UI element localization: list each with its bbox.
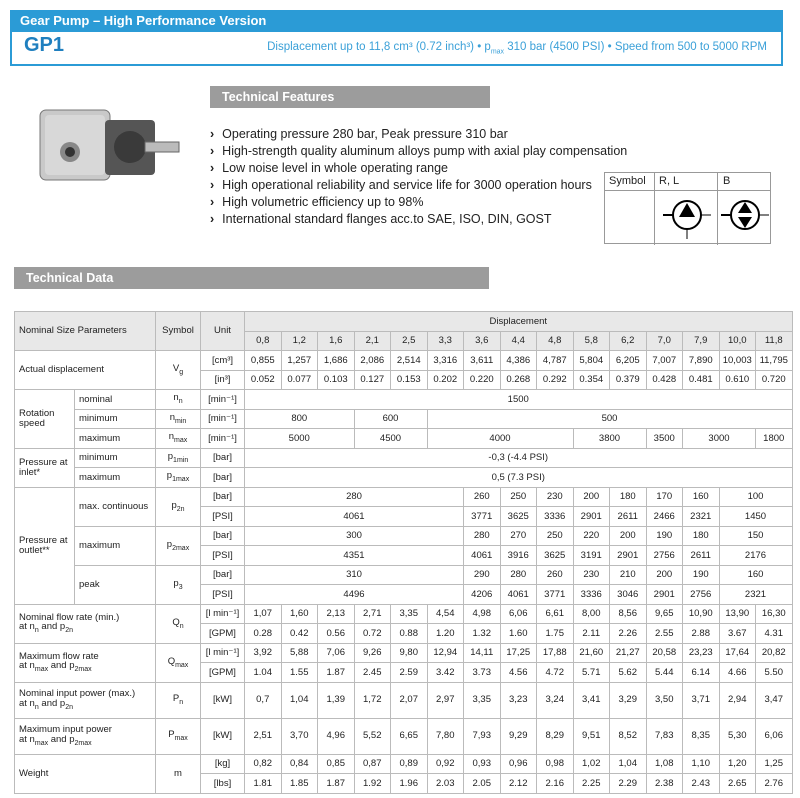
value-cell: 3,92 (245, 643, 282, 663)
bidirectional-pump-icon (721, 193, 769, 241)
table-row: minimum $n_{min}$ [min⁻¹] 800 600 500 (15, 409, 793, 429)
value-cell: 1.04 (245, 663, 282, 683)
value-cell: 10,003 (719, 351, 756, 371)
features-title: Technical Features (210, 86, 490, 108)
value-cell: 0,84 (281, 754, 318, 774)
value-cell: 0,855 (245, 351, 282, 371)
value-cell: 0.88 (391, 624, 428, 644)
value-cell: 2.12 (500, 774, 537, 794)
value-cell: 17,88 (537, 643, 574, 663)
value-cell: 3,35 (464, 682, 501, 718)
feature-item: › High operational reliability and service life for 3000 operation hours (210, 177, 627, 194)
value-cell: 1.81 (245, 774, 282, 794)
table-row: Actual displacement $V_g$ [cm³] 0,855 1,257 1,686 2,086 2,514 3,316 3,611 4,386 4,787 5,804 6,205 7,007 7,890 10,003 11,795 (15, 351, 793, 371)
value-cell: 2.45 (354, 663, 391, 683)
size-header: 10,0 (719, 331, 756, 351)
value-cell: 5.71 (573, 663, 610, 683)
value-cell: 2.16 (537, 774, 574, 794)
table-row: [GPM] 0.28 0.42 0.56 0.72 0.88 1.20 1.32 1.60 1.75 2.11 2.26 2.55 2.88 3.67 4.31 (15, 624, 793, 644)
product-title: Gear Pump – High Performance Version (20, 13, 267, 28)
value-cell: 0.72 (354, 624, 391, 644)
table-row: maximum $p_{2max}$ [bar] 300 280 270 250 220 200 190 180 150 (15, 526, 793, 546)
value-cell: 9,51 (573, 718, 610, 754)
technical-data-table: Nominal Size Parameters Symbol Unit Displacement 0,8 1,2 1,6 2,1 2,5 3,3 3,6 4,4 4,8 5,8 6,2 7,0 7,9 10,0 11,8 Actual displacement $V_g$ [cm³] 0,855 1,257 1,686 2,086 2,514 3,316 3,611 4,386 4,787 5,804 6,205 7,007 7,890 10,003 11,795 [in³] 0.052 0.077 0.103 0.127 0.153 0.202 0.220 0.268 0.292 0.354 0.379 0.428 0.481 0.610 0.720 Rotation speed nominal $n_n$ [min⁻¹] 1500 minimum $n_{min}$ [min⁻¹] 800 600 500 maximum $n_{max}$ [min⁻¹] 5000 4500 4000 3800 3500 3000 1800 Pressure at inlet* minimum $p_{1min}$ [bar] -0,3 (-4.4 PSI) maximum $p_{1max}$ [bar] 0,5 (7.3 PSI) Pressure at outlet** max. continuous $p_{2n}$ [bar] 280 260 250 230 200 180 170 160 100 [PSI] 4061 3771 3625 3336 2901 2611 2466 2321 1450 maximum $p_{2max}$ [bar] 300 280 270 250 220 200 190 180 150 [PSI] 4351 4061 3916 3625 3191 2901 2756 2611 2176 peak $p_3$ [bar] 310 290 280 260 230 210 200 190 160 [PSI] 4496 4206 4061 3771 3336 3046 2901 2756 2321 Nominal flow rate (min.) at $n_n$ and $p_{2n}$ $Q_n$ [l min⁻¹] 1,07 1,60 2,13 2,71 3,35 4,54 4,98 6,06 6,61 8,00 8,56 9,65 10,90 13,90 16,30 [GPM] 0.28 0.42 0.56 0.72 0.88 1.20 1.32 1.60 1.75 2.11 2.26 2.55 2.88 3.67 4.31 Maximum flow rate at $n_{max}$ and $p_{2max}$ $Q_{max}$ [l min⁻¹] 3,92 5,88 7,06 9,26 9,80 12,94 14,11 17,25 17,88 21,60 21,27 20,58 23,23 17,64 20,82 [GPM] 1.04 1.55 1.87 2.45 2.59 3.42 3.73 4.56 4.72 5.71 5.62 5.44 6.14 4.66 5.50 Nominal input power (max.) at $n_n$ and $p_{2n}$ $P_n$ [kW] 0,7 1,04 1,39 1,72 2,07 2,97 3,35 3,23 3,24 3,41 3,29 3,50 3,71 2,94 3,47 Maximum input power at $n_{max}$ and $p_{2max}$ $P_{max}$ [kW] 2,51 3,70 4,96 5,52 6,65 7,80 7,93 9,29 8,29 9,51 8,52 7,83 8,35 5,30 6,06 Weight m [kg] 0,82 0,84 0,85 0,87 0,89 0,92 0,93 0,96 0,98 1,02 1,04 1,08 1,10 1,20 1,25 [lbs] 1.81 1.85 1.87 1.92 1.96 2.03 2.05 2.12 2.16 2.25 2.29 2.38 2.43 2.65 2.76 (14, 311, 793, 794)
value-cell: 1,08 (646, 754, 683, 774)
table-row: [PSI] 4061 3771 3625 3336 2901 2611 2466 2321 1450 (15, 507, 793, 527)
table-row: [PSI] 4496 4206 4061 3771 3336 3046 2901 2756 2321 (15, 585, 793, 605)
value-cell: 1,39 (318, 682, 355, 718)
value-cell: 3,29 (610, 682, 647, 718)
value-cell: 2,97 (427, 682, 464, 718)
value-cell: 1,60 (281, 604, 318, 624)
value-cell: 1,686 (318, 351, 355, 371)
model-name: GP1 (24, 34, 65, 56)
value-cell: 0.052 (245, 370, 282, 390)
size-header: 2,1 (354, 331, 391, 351)
value-cell: 9,65 (646, 604, 683, 624)
value-cell: 0.220 (464, 370, 501, 390)
value-cell: 2,07 (391, 682, 428, 718)
value-cell: 0.28 (245, 624, 282, 644)
value-cell: 10,90 (683, 604, 720, 624)
size-header: 2,5 (391, 331, 428, 351)
value-cell: 1,04 (281, 682, 318, 718)
value-cell: 6,205 (610, 351, 647, 371)
value-cell: 8,52 (610, 718, 647, 754)
model-bar (10, 32, 783, 66)
symbol-header: Symbol (609, 175, 646, 187)
value-cell: 4,54 (427, 604, 464, 624)
unidirectional-pump-icon (659, 193, 715, 241)
feature-item: › High volumetric efficiency up to 98% (210, 194, 627, 211)
value-cell: 21,27 (610, 643, 647, 663)
value-cell: 1,04 (610, 754, 647, 774)
value-cell: 8,00 (573, 604, 610, 624)
value-cell: 2.59 (391, 663, 428, 683)
value-cell: 5,88 (281, 643, 318, 663)
value-cell: 3,316 (427, 351, 464, 371)
value-cell: 0.202 (427, 370, 464, 390)
value-cell: 0,89 (391, 754, 428, 774)
table-row: maximum $n_{max}$ [min⁻¹] 5000 4500 4000 3800 3500 3000 1800 (15, 429, 793, 449)
table-row: [in³] 0.052 0.077 0.103 0.127 0.153 0.202 0.220 0.268 0.292 0.354 0.379 0.428 0.481 0.610 0.720 (15, 370, 793, 390)
table-row: [GPM] 1.04 1.55 1.87 2.45 2.59 3.42 3.73 4.56 4.72 5.71 5.62 5.44 6.14 4.66 5.50 (15, 663, 793, 683)
technical-data-title: Technical Data (14, 267, 489, 289)
value-cell: 2.43 (683, 774, 720, 794)
symbol-rl-label: R, L (659, 175, 680, 187)
value-cell: 4,787 (537, 351, 574, 371)
value-cell: 0.268 (500, 370, 537, 390)
size-header: 0,8 (245, 331, 282, 351)
value-cell: 0.42 (281, 624, 318, 644)
value-cell: 2.88 (683, 624, 720, 644)
value-cell: 0.153 (391, 370, 428, 390)
value-cell: 0.354 (573, 370, 610, 390)
table-row: Maximum flow rate at $n_{max}$ and $p_{2max}$ $Q_{max}$ [l min⁻¹] 3,92 5,88 7,06 9,26 9,80 12,94 14,11 17,25 17,88 21,60 21,27 20,58 23,23 17,64 20,82 (15, 643, 793, 663)
value-cell: 5,52 (354, 718, 391, 754)
value-cell: 0.610 (719, 370, 756, 390)
symbol-b-label: B (723, 175, 731, 187)
value-cell: 5.44 (646, 663, 683, 683)
value-cell: 5.62 (610, 663, 647, 683)
value-cell: 2,13 (318, 604, 355, 624)
value-cell: 1.20 (427, 624, 464, 644)
value-cell: 4,98 (464, 604, 501, 624)
size-header: 11,8 (756, 331, 793, 351)
value-cell: 4.56 (500, 663, 537, 683)
value-cell: 0,87 (354, 754, 391, 774)
value-cell: 8,35 (683, 718, 720, 754)
value-cell: 2,514 (391, 351, 428, 371)
value-cell: 0,98 (537, 754, 574, 774)
value-cell: 1.75 (537, 624, 574, 644)
value-cell: 7,83 (646, 718, 683, 754)
gear-pump-photo (35, 100, 185, 190)
size-header: 7,9 (683, 331, 720, 351)
value-cell: 0,7 (245, 682, 282, 718)
value-cell: 2.11 (573, 624, 610, 644)
value-cell: 2,94 (719, 682, 756, 718)
value-cell: 3.67 (719, 624, 756, 644)
size-header: 3,6 (464, 331, 501, 351)
value-cell: 3,70 (281, 718, 318, 754)
value-cell: 2.29 (610, 774, 647, 794)
table-row: Rotation speed nominal $n_n$ [min⁻¹] 1500 (15, 390, 793, 410)
value-cell: 1,72 (354, 682, 391, 718)
value-cell: 0,96 (500, 754, 537, 774)
value-cell: 1,10 (683, 754, 720, 774)
table-row: [PSI] 4351 4061 3916 3625 3191 2901 2756 2611 2176 (15, 546, 793, 566)
value-cell: 1.55 (281, 663, 318, 683)
value-cell: 9,26 (354, 643, 391, 663)
value-cell: 2,71 (354, 604, 391, 624)
value-cell: 23,23 (683, 643, 720, 663)
size-header: 4,8 (537, 331, 574, 351)
value-cell: 2.03 (427, 774, 464, 794)
value-cell: 5,30 (719, 718, 756, 754)
table-row: Maximum input power at $n_{max}$ and $p_{2max}$ $P_{max}$ [kW] 2,51 3,70 4,96 5,52 6,65 7,80 7,93 9,29 8,29 9,51 8,52 7,83 8,35 5,30 6,06 (15, 718, 793, 754)
value-cell: 6,61 (537, 604, 574, 624)
value-cell: 2,086 (354, 351, 391, 371)
value-cell: 1.96 (391, 774, 428, 794)
feature-item: › Low noise level in whole operating range (210, 160, 627, 177)
value-cell: 7,007 (646, 351, 683, 371)
table-row: Pressure at outlet** max. continuous $p_{2n}$ [bar] 280 260 250 230 200 180 170 160 100 (15, 487, 793, 507)
table-row: maximum $p_{1max}$ [bar] 0,5 (7.3 PSI) (15, 468, 793, 488)
value-cell: 3,47 (756, 682, 793, 718)
value-cell: 1,25 (756, 754, 793, 774)
value-cell: 0.292 (537, 370, 574, 390)
value-cell: 4,386 (500, 351, 537, 371)
size-header: 1,2 (281, 331, 318, 351)
hydraulic-symbol-box (604, 172, 771, 244)
value-cell: 5,804 (573, 351, 610, 371)
value-cell: 3,50 (646, 682, 683, 718)
value-cell: 6,65 (391, 718, 428, 754)
value-cell: 3,23 (500, 682, 537, 718)
value-cell: 1,20 (719, 754, 756, 774)
value-cell: 9,80 (391, 643, 428, 663)
value-cell: 1.92 (354, 774, 391, 794)
value-cell: 6,06 (756, 718, 793, 754)
value-cell: 20,58 (646, 643, 683, 663)
size-header: 5,8 (573, 331, 610, 351)
value-cell: 3,41 (573, 682, 610, 718)
table-row: Nominal input power (max.) at $n_n$ and $p_{2n}$ $P_n$ [kW] 0,7 1,04 1,39 1,72 2,07 2,97 3,35 3,23 3,24 3,41 3,29 3,50 3,71 2,94 3,47 (15, 682, 793, 718)
value-cell: 9,29 (500, 718, 537, 754)
value-cell: 0.481 (683, 370, 720, 390)
table-row: Nominal flow rate (min.) at $n_n$ and $p_{2n}$ $Q_n$ [l min⁻¹] 1,07 1,60 2,13 2,71 3,35 4,54 4,98 6,06 6,61 8,00 8,56 9,65 10,90 13,90 16,30 (15, 604, 793, 624)
value-cell: 20,82 (756, 643, 793, 663)
value-cell: 2,51 (245, 718, 282, 754)
value-cell: 6.14 (683, 663, 720, 683)
value-cell: 7,80 (427, 718, 464, 754)
value-cell: 2.55 (646, 624, 683, 644)
features-list (210, 126, 627, 227)
value-cell: 2.38 (646, 774, 683, 794)
value-cell: 16,30 (756, 604, 793, 624)
size-header: 7,0 (646, 331, 683, 351)
value-cell: 13,90 (719, 604, 756, 624)
value-cell: 1.60 (500, 624, 537, 644)
value-cell: 8,29 (537, 718, 574, 754)
value-cell: 3,611 (464, 351, 501, 371)
value-cell: 2.25 (573, 774, 610, 794)
size-header: 6,2 (610, 331, 647, 351)
value-cell: 0,93 (464, 754, 501, 774)
table-row: Weight m [kg] 0,82 0,84 0,85 0,87 0,89 0,92 0,93 0,96 0,98 1,02 1,04 1,08 1,10 1,20 1,25 (15, 754, 793, 774)
value-cell: 2.26 (610, 624, 647, 644)
value-cell: 1.87 (318, 663, 355, 683)
feature-item: › International standard flanges acc.to SAE, ISO, DIN, GOST (210, 211, 627, 228)
value-cell: 4.66 (719, 663, 756, 683)
value-cell: 4,96 (318, 718, 355, 754)
table-row: Pressure at inlet* minimum $p_{1min}$ [bar] -0,3 (-4.4 PSI) (15, 448, 793, 468)
value-cell: 1,257 (281, 351, 318, 371)
value-cell: 5.50 (756, 663, 793, 683)
value-cell: 2.76 (756, 774, 793, 794)
value-cell: 4.31 (756, 624, 793, 644)
value-cell: 1.32 (464, 624, 501, 644)
size-header: 1,6 (318, 331, 355, 351)
value-cell: 8,56 (610, 604, 647, 624)
value-cell: 1.85 (281, 774, 318, 794)
value-cell: 4.72 (537, 663, 574, 683)
feature-item: › Operating pressure 280 bar, Peak pressure 310 bar (210, 126, 627, 143)
value-cell: 2.65 (719, 774, 756, 794)
value-cell: 1,02 (573, 754, 610, 774)
value-cell: 17,64 (719, 643, 756, 663)
table-row: [lbs] 1.81 1.85 1.87 1.92 1.96 2.03 2.05 2.12 2.16 2.25 2.29 2.38 2.43 2.65 2.76 (15, 774, 793, 794)
value-cell: 0,92 (427, 754, 464, 774)
value-cell: 0,82 (245, 754, 282, 774)
value-cell: 0.56 (318, 624, 355, 644)
value-cell: 11,795 (756, 351, 793, 371)
value-cell: 0.428 (646, 370, 683, 390)
table-row: peak $p_3$ [bar] 310 290 280 260 230 210 200 190 160 (15, 565, 793, 585)
value-cell: 1,07 (245, 604, 282, 624)
value-cell: 3.73 (464, 663, 501, 683)
model-specs: Displacement up to 11,8 cm³ (0.72 inch³) • $p_{max}$ 310 bar (4500 PSI) • Speed from 500 to 5000 RPM (267, 41, 767, 56)
value-cell: 0.720 (756, 370, 793, 390)
value-cell: 6,06 (500, 604, 537, 624)
value-cell: 7,06 (318, 643, 355, 663)
value-cell: 14,11 (464, 643, 501, 663)
value-cell: 3,35 (391, 604, 428, 624)
value-cell: 21,60 (573, 643, 610, 663)
value-cell: 0.103 (318, 370, 355, 390)
value-cell: 0,85 (318, 754, 355, 774)
value-cell: 0.127 (354, 370, 391, 390)
value-cell: 7,93 (464, 718, 501, 754)
feature-item: › High-strength quality aluminum alloys pump with axial play compensation (210, 143, 627, 160)
value-cell: 3.42 (427, 663, 464, 683)
product-header (10, 10, 783, 32)
value-cell: 12,94 (427, 643, 464, 663)
value-cell: 0.077 (281, 370, 318, 390)
value-cell: 2.05 (464, 774, 501, 794)
size-header: 3,3 (427, 331, 464, 351)
value-cell: 17,25 (500, 643, 537, 663)
value-cell: 3,71 (683, 682, 720, 718)
value-cell: 3,24 (537, 682, 574, 718)
size-header: 4,4 (500, 331, 537, 351)
value-cell: 0.379 (610, 370, 647, 390)
value-cell: 7,890 (683, 351, 720, 371)
value-cell: 1.87 (318, 774, 355, 794)
